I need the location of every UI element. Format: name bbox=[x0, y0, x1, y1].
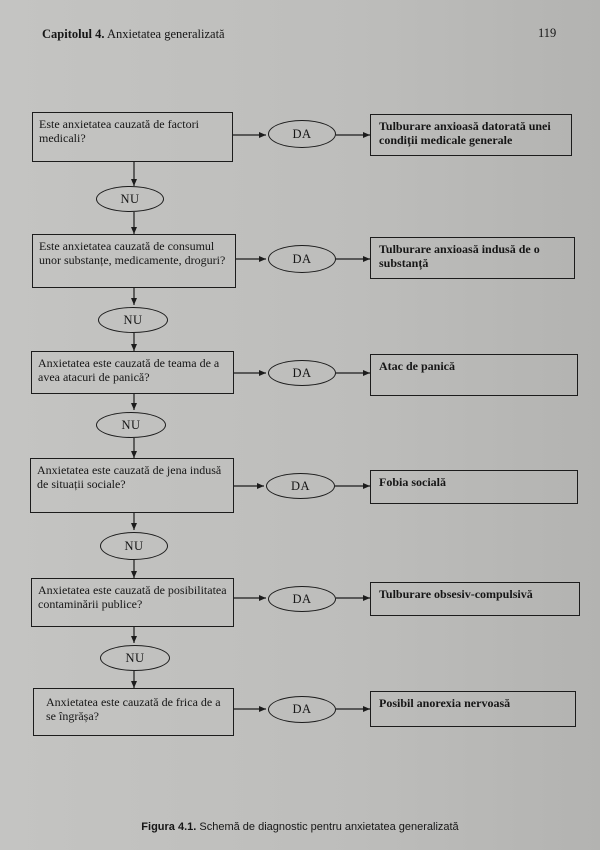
result-text-1: Tulburare anxioasă datorată unei condiții medicale generale bbox=[379, 119, 551, 147]
nu-label: NU bbox=[120, 191, 140, 206]
question-box-2 bbox=[32, 234, 236, 288]
nu-label: NU bbox=[124, 538, 144, 553]
caption-label: Figura 4.1. bbox=[141, 821, 197, 833]
result-text-3: Atac de panică bbox=[379, 359, 455, 373]
nu-label: NU bbox=[125, 650, 145, 665]
nu-oval-3 bbox=[96, 412, 166, 438]
da-label: DA bbox=[292, 591, 312, 606]
da-oval-2 bbox=[268, 245, 336, 273]
result-box-1 bbox=[370, 114, 572, 156]
da-oval-4 bbox=[266, 473, 335, 499]
question-box-6 bbox=[33, 688, 234, 736]
da-oval-1 bbox=[268, 120, 336, 148]
question-box-4 bbox=[30, 458, 234, 513]
da-oval-5 bbox=[268, 586, 336, 612]
nu-oval-4 bbox=[100, 532, 168, 560]
nu-oval-2 bbox=[98, 307, 168, 333]
result-text-2: Tulburare anxioasă indusă de o substanță bbox=[379, 242, 540, 270]
question-box-1 bbox=[32, 112, 233, 162]
da-label: DA bbox=[292, 251, 312, 266]
da-oval-3 bbox=[268, 360, 336, 386]
da-oval-6 bbox=[268, 696, 336, 723]
question-text-2: Este anxietatea cauzată de consumul unor substanțe, medicamente, droguri? bbox=[39, 239, 226, 267]
caption-text: Schemă de diagnostic pentru anxietatea generalizată bbox=[199, 821, 459, 833]
result-text-4: Fobia socială bbox=[379, 475, 447, 489]
da-label: DA bbox=[292, 126, 312, 141]
question-text-3: Anxietatea este cauzată de teama de a avea atacuri de panică? bbox=[38, 356, 220, 384]
da-label: DA bbox=[290, 478, 311, 493]
nu-label: NU bbox=[123, 312, 143, 327]
question-text-6: Anxietatea este cauzată de frica de a se îngrășa? bbox=[46, 695, 221, 723]
result-box-2 bbox=[370, 237, 575, 279]
nu-oval-1 bbox=[96, 186, 164, 212]
result-box-3 bbox=[370, 354, 578, 396]
figure-caption bbox=[0, 821, 600, 833]
da-label: DA bbox=[292, 365, 312, 380]
nu-label: NU bbox=[121, 417, 141, 432]
question-box-5 bbox=[31, 578, 234, 627]
result-box-6 bbox=[370, 691, 576, 727]
question-box-3 bbox=[31, 351, 234, 394]
nu-oval-5 bbox=[100, 645, 170, 671]
result-box-5 bbox=[370, 582, 580, 616]
result-text-5: Tulburare obsesiv-compulsivă bbox=[379, 587, 533, 601]
page-number: 119 bbox=[538, 26, 557, 40]
chapter-label: Capitolul 4. bbox=[42, 27, 105, 41]
result-text-6: Posibil anorexia nervoasă bbox=[379, 696, 511, 710]
question-text-1: Este anxietatea cauzată de factori medicali? bbox=[39, 117, 199, 145]
result-box-4 bbox=[370, 470, 578, 504]
da-label: DA bbox=[292, 702, 312, 716]
question-text-5: Anxietatea este cauzată de posibilitatea contaminării publice? bbox=[38, 583, 227, 611]
chapter-title: Anxietatea generalizată bbox=[106, 27, 225, 41]
question-text-4: Anxietatea este cauzată de jena indusă de situații sociale? bbox=[37, 463, 222, 491]
